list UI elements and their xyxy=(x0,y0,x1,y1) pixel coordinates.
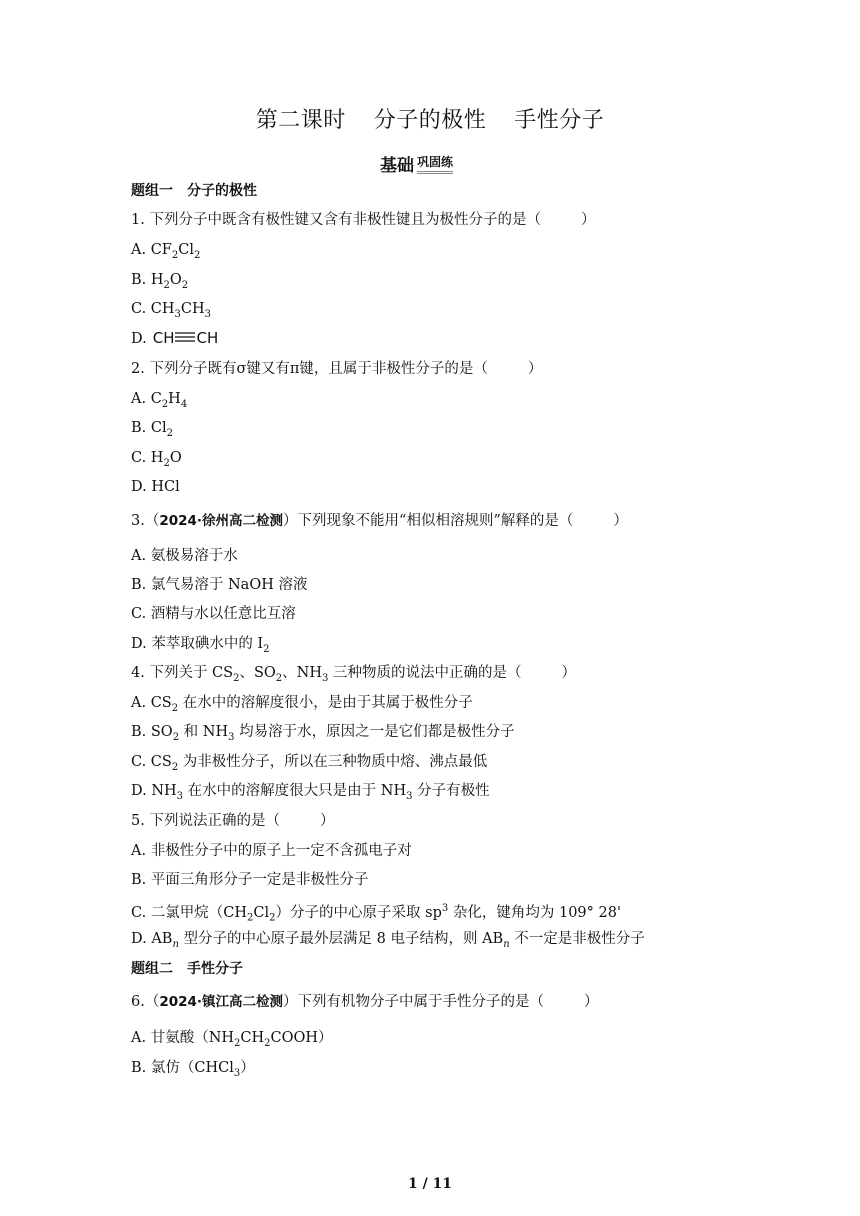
question-1-stem: 1. 下列分子中既含有极性键又含有非极性键且为极性分子的是（ ） xyxy=(131,212,596,228)
title-lesson: 第二课时 xyxy=(255,108,346,133)
q3-source: 2024·徐州高二检测 xyxy=(159,513,284,529)
group-heading-2: 题组二 手性分子 xyxy=(131,961,243,977)
q4-option-d: D. $NH_3$ 在水中的溶解度很大只是由于 $NH_3$ 分子有极性 xyxy=(131,783,490,802)
q1-option-c: C. $CH_3CH_3$ xyxy=(131,301,212,320)
q2-option-c: C. $H_2O$ xyxy=(131,450,182,469)
q4-option-b: B. $SO_2$ 和 $NH_3$ 均易溶于水，原因之一是它们都是极性分子 xyxy=(131,724,515,743)
title-topic-1: 分子的极性 xyxy=(373,108,487,133)
question-3-stem: 3.（2024·徐州高二检测）下列现象不能用“相似相溶规则”解释的是（ ） xyxy=(131,513,628,529)
q6-option-a: A. 甘氨酸$(NH_2CH_2COOH)$ xyxy=(131,1030,333,1049)
q4-option-c: C. $CS_2$ 为非极性分子，所以在三种物质中熔、沸点最低 xyxy=(131,754,488,773)
q1-option-a: A. $CF_2Cl_2$ xyxy=(131,242,201,261)
page-title xyxy=(0,103,860,134)
question-4-stem: 4. 下列关于 $CS_2$、$SO_2$、$NH_3$ 三种物质的说法中正确的是（ ） xyxy=(131,665,576,684)
q6-option-b: B. 氯仿（CHCl$_3$） xyxy=(131,1060,255,1079)
q5-option-b: B. 平面三角形分子一定是非极性分子 xyxy=(131,872,369,888)
q3-option-c: C. 酒精与水以任意比互溶 xyxy=(131,606,296,622)
triple-bond-icon xyxy=(174,331,196,343)
badge-main-text: 基础 xyxy=(380,156,414,176)
section-badge xyxy=(380,150,453,176)
q2-option-a: A. $C_2H_4$ xyxy=(131,391,188,410)
q2-option-b: B. $Cl_2$ xyxy=(131,420,173,439)
question-5-stem: 5. 下列说法正确的是（ ） xyxy=(131,813,335,829)
q2-option-d: D. HCl xyxy=(131,479,180,495)
q1-option-d: D. CH CH xyxy=(131,329,219,347)
q5-option-d: D. $AB_n$ 型分子的中心原子最外层满足 8 电子结构，则 $AB_n$ 不一定是非极性分子 xyxy=(131,931,645,950)
q5-option-a: A. 非极性分子中的原子上一定不含孤电子对 xyxy=(131,843,412,859)
title-topic-2: 手性分子 xyxy=(514,108,605,133)
page-number: 1 / 11 xyxy=(407,1176,453,1192)
q3-option-a: A. 氨极易溶于水 xyxy=(131,548,238,564)
badge-sub-text: 巩固练 xyxy=(417,153,453,174)
q6-source: 2024·镇江高二检测 xyxy=(159,994,284,1010)
q1-option-b: B. $H_2O_2$ xyxy=(131,272,189,291)
q3-option-d: D. 苯萃取碘水中的 $I_2$ xyxy=(131,636,270,655)
acetylene-formula: CH CH xyxy=(152,329,219,347)
question-2-stem: 2. 下列分子既有σ键又有π键，且属于非极性分子的是（ ） xyxy=(131,361,543,377)
q4-option-a: A. $CS_2$ 在水中的溶解度很小，是由于其属于极性分子 xyxy=(131,695,473,714)
q5-option-c: C. 二氯甲烷$(CH_2Cl_2)$分子的中心原子采取 $sp^3$ 杂化，键角均为 109° 28' xyxy=(131,903,621,924)
group-heading-1: 题组一 分子的极性 xyxy=(131,183,257,199)
question-6-stem: 6.（2024·镇江高二检测）下列有机物分子中属于手性分子的是（ ） xyxy=(131,994,599,1010)
q3-option-b: B. 氯气易溶于 NaOH 溶液 xyxy=(131,577,308,593)
